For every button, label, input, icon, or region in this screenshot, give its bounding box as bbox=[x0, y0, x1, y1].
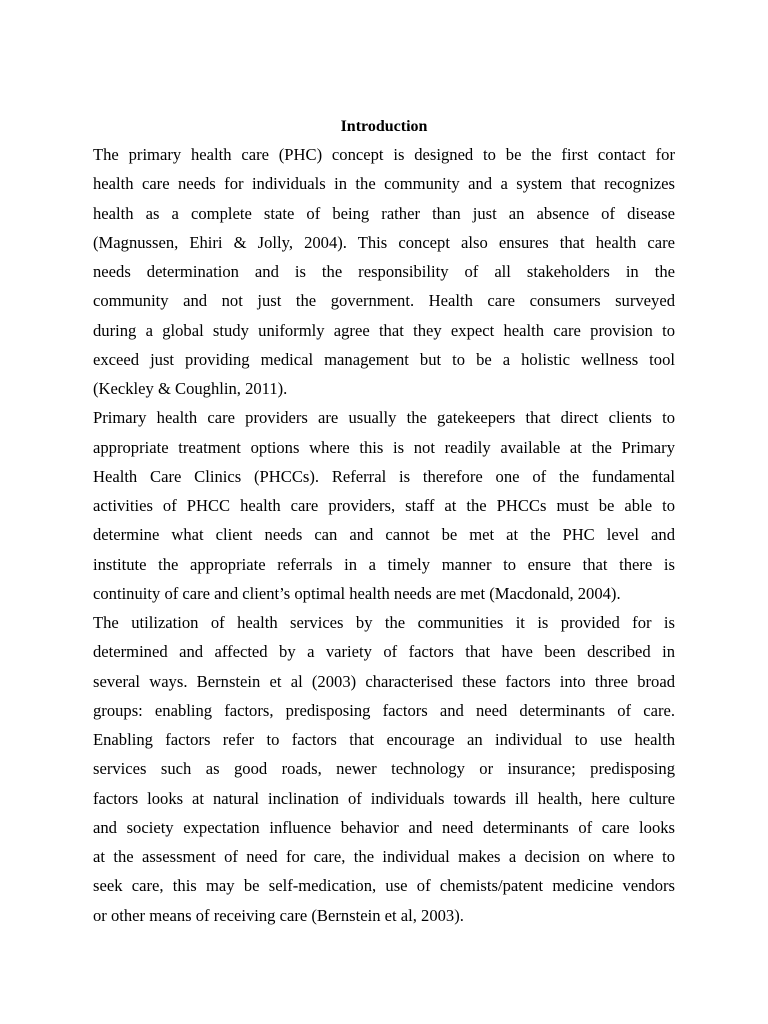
paragraph-3 bbox=[93, 608, 675, 930]
paragraph-line: needs determination and is the responsibility of all stakeholders in the bbox=[93, 262, 675, 281]
document-body bbox=[93, 114, 675, 930]
paragraph-line: health as a complete state of being rather than just an absence of disease bbox=[93, 203, 675, 223]
paragraph-line: factors looks at natural inclination of individuals towards ill health, here culture bbox=[93, 788, 675, 808]
paragraph-line: at the assessment of need for care, the individual makes a decision on where to bbox=[93, 847, 675, 866]
paragraph-line: Primary health care providers are usually the gatekeepers that direct clients to bbox=[93, 408, 675, 428]
paragraph-line: seek care, this may be self-medication, use of chemists/patent medicine vendors bbox=[93, 876, 675, 896]
paragraph-line: Enabling factors refer to factors that encourage an individual to use health bbox=[93, 730, 675, 749]
paragraph-line: during a global study uniformly agree that they expect health care provision to bbox=[93, 320, 675, 340]
paragraph-line: determined and affected by a variety of factors that have been described in bbox=[93, 642, 675, 662]
paragraph-line: institute the appropriate referrals in a timely manner to ensure that there is bbox=[93, 554, 675, 574]
paragraph-line: determine what client needs can and cannot be met at the PHC level and bbox=[93, 525, 675, 545]
paragraph-line: exceed just providing medical management but to be a holistic wellness tool bbox=[93, 349, 675, 369]
paragraph-line: The primary health care (PHC) concept is designed to be the first contact for bbox=[93, 145, 675, 164]
paragraph-line: community and not just the government. Health care consumers surveyed bbox=[93, 291, 675, 311]
paragraph-line: groups: enabling factors, predisposing factors and need determinants of care. bbox=[93, 700, 675, 720]
paragraph-1 bbox=[93, 140, 675, 403]
paragraph-line: Health Care Clinics (PHCCs). Referral is therefore one of the fundamental bbox=[93, 466, 675, 486]
paragraph-line: and society expectation influence behavior and need determinants of care looks bbox=[93, 817, 675, 837]
paragraph-line: appropriate treatment options where this is not readily available at the Primary bbox=[93, 437, 675, 457]
paragraph-line: continuity of care and client’s optimal health needs are met (Macdonald, 2004). bbox=[93, 583, 621, 603]
section-heading: Introduction bbox=[340, 118, 428, 135]
paragraph-line: several ways. Bernstein et al (2003) characterised these factors into three broad bbox=[93, 671, 675, 691]
paragraph-line: (Keckley & Coughlin, 2011). bbox=[93, 379, 288, 398]
paragraph-line: (Magnussen, Ehiri & Jolly, 2004). This concept also ensures that health care bbox=[93, 232, 675, 252]
paragraph-line: or other means of receiving care (Bernstein et al, 2003). bbox=[93, 905, 464, 925]
paragraph-line: activities of PHCC health care providers, staff at the PHCCs must be able to bbox=[93, 496, 675, 515]
paragraph-2 bbox=[93, 403, 675, 608]
paragraph-line: health care needs for individuals in the community and a system that recognizes bbox=[93, 174, 675, 194]
paragraph-line: services such as good roads, newer technology or insurance; predisposing bbox=[93, 759, 675, 779]
paragraph-line: The utilization of health services by the communities it is provided for is bbox=[93, 613, 675, 632]
